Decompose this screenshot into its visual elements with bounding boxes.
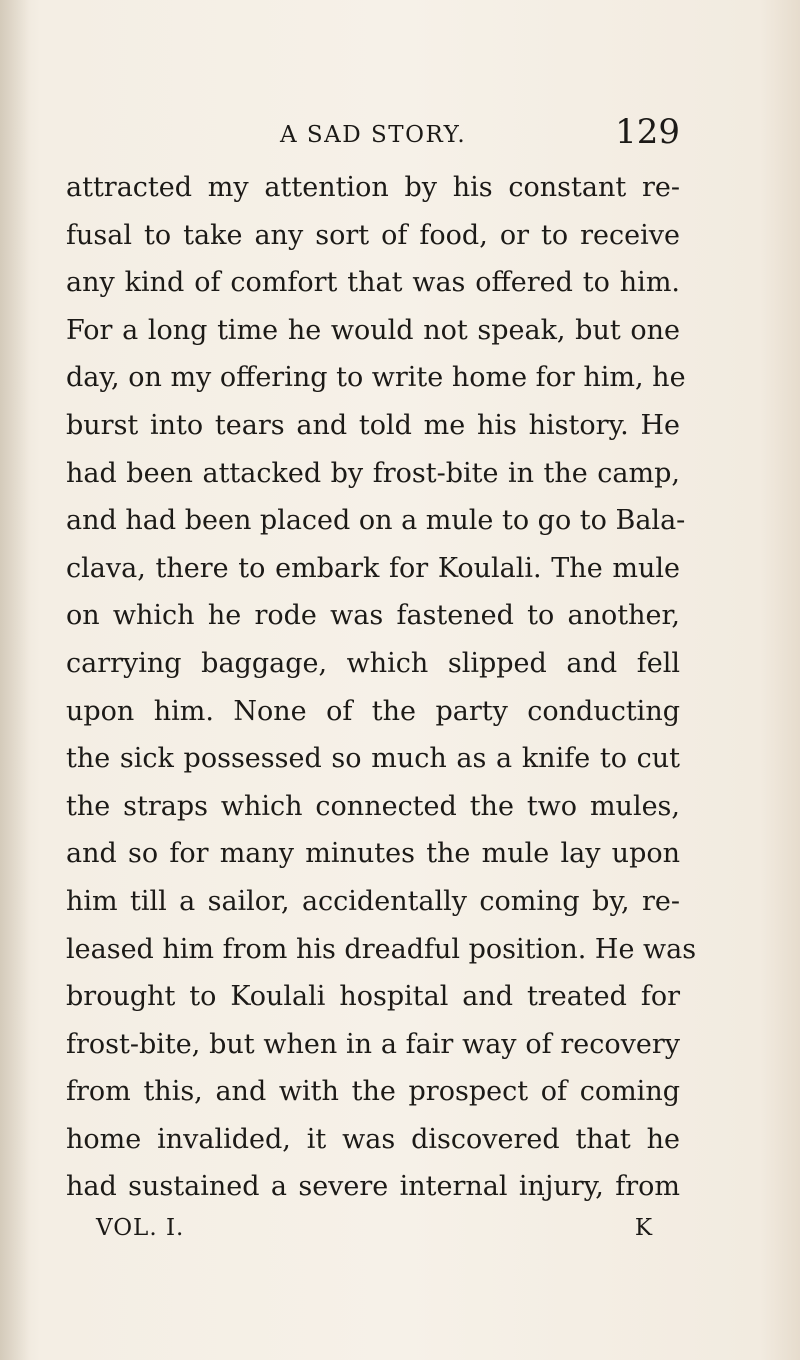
gutter-shadow [0,0,30,1360]
text-line: had been attacked by frost-bite in the camp, [66,457,680,489]
text-line: frost-bite, but when in a fair way of recovery [66,1028,680,1060]
body-text [66,164,697,1211]
text-line: from this, and with the prospect of coming [66,1076,680,1108]
page-number: 129 [615,112,680,152]
text-line: and so for many minutes the mule lay upon [66,838,680,870]
text-line: burst into tears and told me his history. He [66,409,680,441]
text-line: and had been placed on a mule to go to Bala- [66,505,686,537]
text-line: on which he rode was fastened to another, [66,600,680,632]
text-line: attracted my attention by his constant re- [66,172,680,203]
text-line: leased him from his dreadful position. He was [66,933,697,965]
text-line: upon him. None of the party conducting [66,695,680,727]
signature-mark: K [634,1215,652,1241]
footer-signature [96,1215,680,1251]
text-line: the sick possessed so much as a knife to cut [66,743,680,775]
text-line: carrying baggage, which slipped and fell [66,647,680,679]
running-head [66,112,680,162]
text-line: brought to Koulali hospital and treated for [66,981,680,1013]
text-line: the straps which connected the two mules, [66,790,680,822]
text-line: had sustained a severe internal injury, from [66,1171,680,1203]
text-line: day, on my offering to write home for him, he [66,362,686,394]
text-line: any kind of comfort that was offered to him. [66,267,680,299]
text-line: him till a sailor, accidentally coming by, re- [66,885,680,917]
text-line: fusal to take any sort of food, or to receive [66,219,680,251]
text-line: home invalided, it was discovered that he [66,1123,680,1155]
text-line: clava, there to embark for Koulali. The mule [66,552,680,584]
running-title: A SAD STORY. [280,122,467,148]
volume-mark: VOL. I. [96,1215,185,1241]
text-line: For a long time he would not speak, but one [66,314,680,346]
